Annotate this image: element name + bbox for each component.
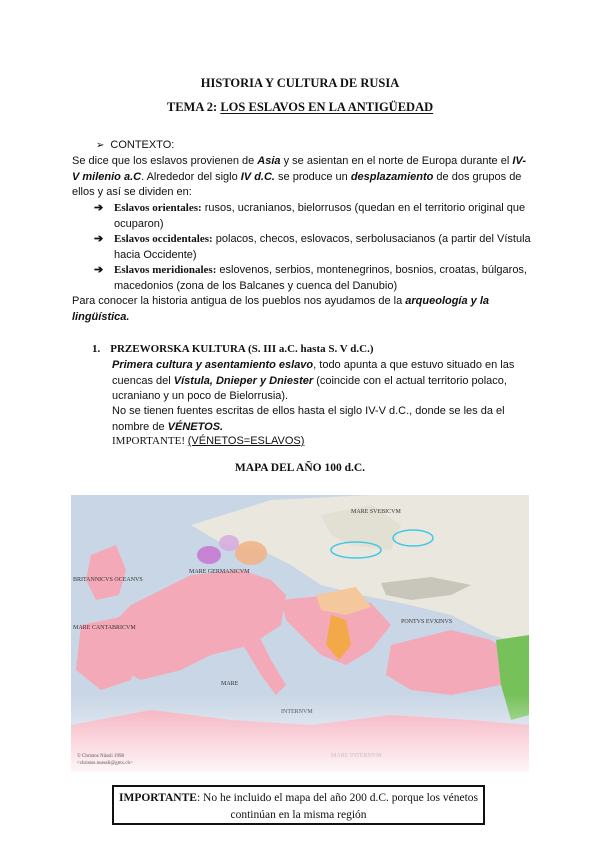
map-fade bbox=[71, 695, 529, 772]
intro-siglo: IV d.C. bbox=[240, 170, 275, 183]
bullet-label: Eslavos meridionales: bbox=[114, 264, 217, 276]
roman-empire-map bbox=[71, 495, 529, 772]
map-image bbox=[71, 495, 529, 772]
note-label: IMPORTANTE bbox=[118, 792, 197, 804]
important-label: IMPORTANTE! bbox=[112, 435, 188, 447]
bullet-eslavos-occidentales bbox=[94, 232, 534, 263]
tribe-area-purple bbox=[197, 546, 221, 564]
important-line bbox=[112, 434, 304, 450]
closing-arqueologia: arqueología y la lingüística. bbox=[72, 295, 490, 323]
p1-rivers: Vístula, Dnieper y Dniester bbox=[173, 374, 314, 387]
intro-asia: Asia bbox=[257, 155, 281, 167]
subtitle-topic: LOS ESLAVOS EN LA ANTIGÜEDAD bbox=[220, 100, 434, 114]
intro-desplazamiento: desplazamiento bbox=[350, 170, 434, 183]
map-credit-line1: © Christos Nüssli 1998 bbox=[77, 754, 124, 759]
intro-text: y se asientan en el norte de Europa durante el bbox=[280, 155, 513, 167]
bullet-label: Eslavos orientales: bbox=[114, 202, 202, 214]
p2-venetos: VÉNETOS. bbox=[167, 420, 224, 433]
intro-text: de dos grupos de ellos y así se dividen en: bbox=[72, 170, 522, 198]
bullet-label: Eslavos occidentales: bbox=[114, 233, 213, 245]
arrow-right-icon: ➔ bbox=[94, 233, 104, 245]
label-britannicus: BRITANNICVS OCEANVS bbox=[73, 577, 143, 583]
document-title: HISTORIA Y CULTURA DE RUSIA bbox=[200, 76, 400, 90]
intro-text: se produce un bbox=[274, 170, 351, 183]
document-subtitle bbox=[0, 100, 600, 115]
label-mare-germanicum: MARE GERMANICVM bbox=[189, 569, 250, 575]
tribe-area-lilac bbox=[219, 535, 239, 551]
bullet-eslavos-meridionales bbox=[94, 263, 534, 294]
bullet-text: polacos, checos, eslovacos, serbolusacianos (a partir del Vístula hacia Occidente) bbox=[114, 233, 531, 261]
arrowhead-bullet-icon: ➢ bbox=[96, 140, 105, 151]
subtitle-prefix: TEMA 2: bbox=[166, 100, 221, 114]
intro-text: . Alrededor del siglo bbox=[141, 170, 241, 183]
arrow-right-icon: ➔ bbox=[94, 264, 104, 276]
section-title: PRZEWORSKA KULTURA (S. III a.C. hasta S. V d.C.) bbox=[110, 343, 374, 355]
closing-text: Para conocer la historia antigua de los pueblos nos ayudamos de la bbox=[72, 295, 406, 307]
intro-milenio: IV-V milenio a.C bbox=[72, 155, 526, 183]
label-mare-svebicum: MARE SVEBICVM bbox=[351, 509, 401, 515]
arrow-right-icon: ➔ bbox=[94, 202, 104, 214]
map-credit-line2: <christos.nuessli@gmx.ch> bbox=[77, 761, 133, 766]
note-text: : No he incluido el mapa del año 200 d.C. porque los vénetos continúan en la misma región bbox=[196, 792, 479, 821]
label-pontus: PONTVS EVXINVS bbox=[401, 619, 453, 625]
bullet-text: eslovenos, serbios, montenegrinos, bosnios, croatas, búlgaros, macedonios (zona de los Balcanes y cuenca del Danubio) bbox=[114, 264, 527, 292]
section-paragraph-2 bbox=[112, 404, 532, 435]
p2-text: No se tienen fuentes escritas de ellos hasta el siglo IV-V d.C., donde se les da el nombre de bbox=[112, 405, 505, 433]
intro-text: Se dice que los eslavos provienen de bbox=[72, 155, 258, 167]
context-heading-label: CONTEXTO: bbox=[110, 139, 175, 151]
map-title: MAPA DEL AÑO 100 d.C. bbox=[234, 462, 366, 474]
bullet-text: rusos, ucranianos, bielorrusos (quedan en el territorio original que ocuparon) bbox=[114, 202, 526, 230]
context-intro-paragraph bbox=[72, 154, 528, 201]
section-number: 1. bbox=[92, 343, 101, 355]
section-paragraph-1 bbox=[112, 358, 532, 405]
label-mare: MARE bbox=[221, 681, 239, 687]
context-closing-paragraph bbox=[72, 294, 528, 325]
label-cantabricum: MARE CANTABRICVM bbox=[73, 625, 136, 631]
primera-cultura: Primera cultura y asentamiento eslavo bbox=[112, 359, 314, 371]
important-note-box bbox=[112, 785, 485, 825]
context-heading bbox=[96, 139, 174, 151]
p1-text: (coincide con el actual territorio polaco, ucraniano y un poco de Bielorrusia). bbox=[112, 374, 507, 402]
p1-text: , todo apunta a que estuvo situado en las cuencas del bbox=[112, 359, 515, 387]
important-text: (VÉNETOS=ESLAVOS) bbox=[187, 435, 305, 447]
section-heading bbox=[92, 343, 374, 355]
bullet-eslavos-orientales bbox=[94, 201, 534, 232]
tribe-area-orange bbox=[235, 541, 267, 565]
